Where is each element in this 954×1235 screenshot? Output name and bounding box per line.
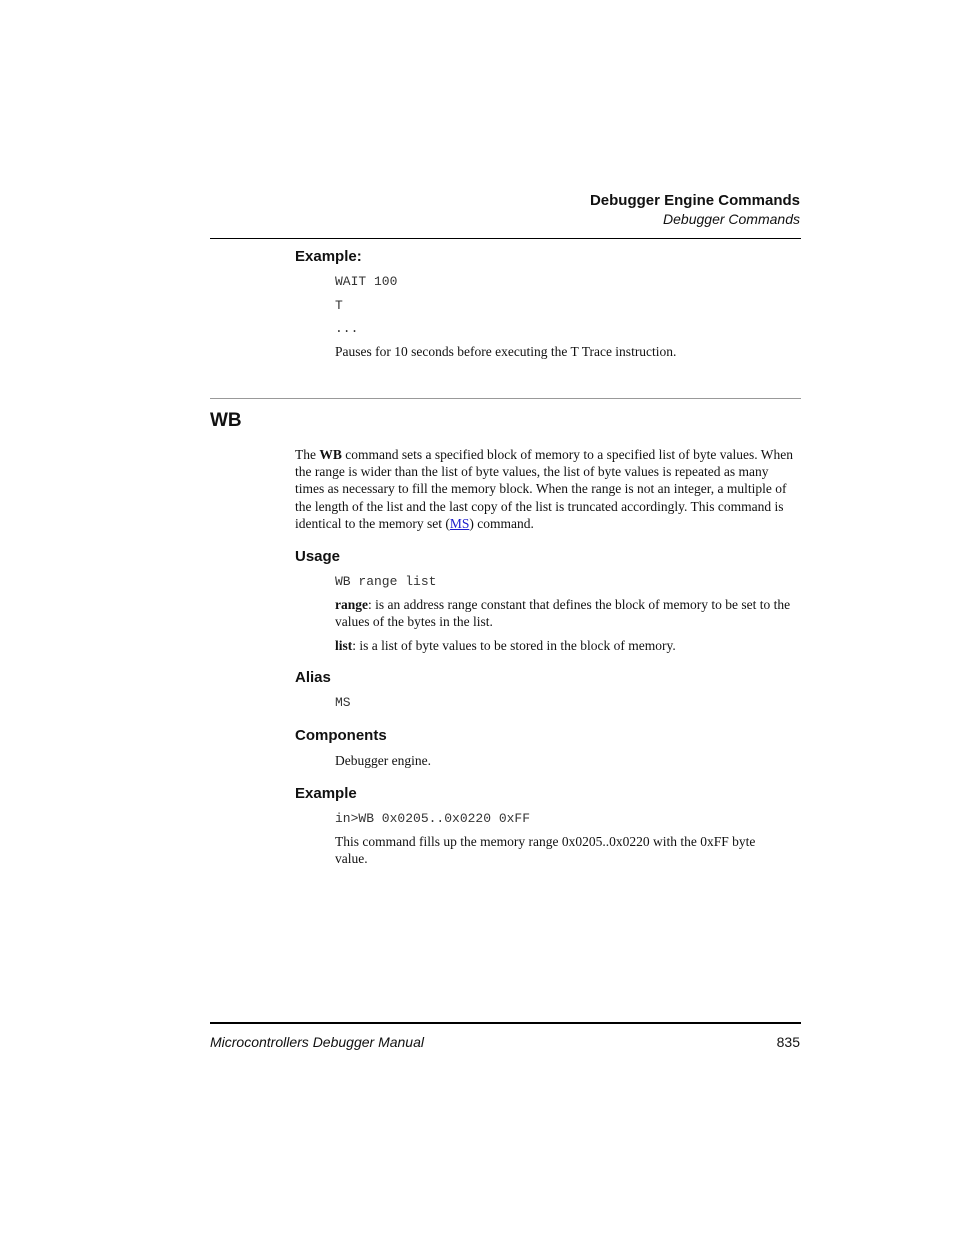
param-name: range: [335, 597, 368, 612]
code-line: ...: [335, 321, 359, 336]
param-description: : is a list of byte values to be stored in the block of memory.: [352, 638, 676, 653]
example-prev-heading: Example:: [295, 248, 362, 265]
alias-code: MS: [335, 695, 351, 710]
components-text: Debugger engine.: [335, 753, 431, 768]
running-header: [590, 191, 800, 229]
example-heading: Example: [295, 785, 357, 802]
components-heading: Components: [295, 727, 387, 744]
page-number: 835: [776, 1034, 800, 1050]
param-list: [335, 637, 801, 654]
footer-title: Microcontrollers Debugger Manual: [210, 1034, 424, 1050]
intro-text: ) command.: [469, 515, 534, 531]
code-line: T: [335, 298, 343, 313]
param-name: list: [335, 638, 353, 653]
intro-text: command sets a specified block of memory to a specified list of byte values. When the range is wider than the list of byte values, the list of byte values is repeated as many times as necessary to fill the memory block. When the range is not an integer, a multiple of the length of the list and the last copy of the list is truncated accordingly. This command is identical to the memory set (: [295, 447, 794, 531]
example-description: This command fills up the memory range 0x0205..0x0220 with the 0xFF byte value.: [335, 834, 756, 867]
intro-paragraph: [295, 446, 801, 532]
param-range: [335, 596, 801, 630]
footer-rule: [210, 1022, 801, 1024]
section-title: WB: [210, 410, 242, 431]
intro-command-name: WB: [319, 447, 342, 462]
alias-heading: Alias: [295, 669, 331, 686]
section-rule: [210, 398, 801, 399]
example-prev-description: Pauses for 10 seconds before executing the T Trace instruction.: [335, 344, 677, 359]
header-rule: [210, 238, 801, 239]
usage-code: WB range list: [335, 574, 437, 589]
example-code: in>WB 0x0205..0x0220 0xFF: [335, 811, 531, 826]
header-title: Debugger Engine Commands: [589, 192, 800, 209]
header-subtitle: Debugger Commands: [663, 211, 800, 227]
usage-heading: Usage: [295, 548, 341, 565]
ms-command-link[interactable]: MS: [449, 515, 470, 531]
code-line: WAIT 100: [335, 274, 398, 289]
param-description: : is an address range constant that defines the block of memory to be set to the values of the bytes in the list.: [335, 597, 791, 630]
intro-text: The: [295, 447, 320, 462]
